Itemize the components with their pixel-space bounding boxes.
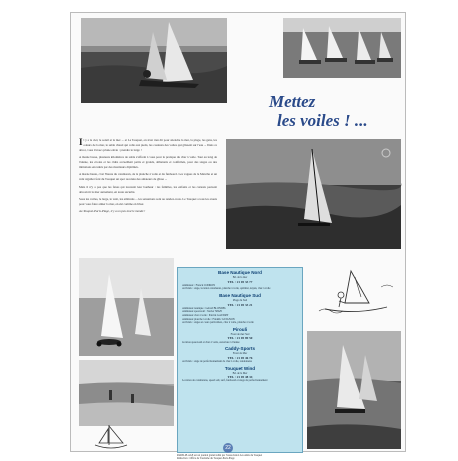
club-phone: TEL : 21 05 89 50: [227, 336, 253, 341]
club-detail: Location de catamarans, speed sail, surf, funboard et stage de perfectionnement: [182, 379, 268, 383]
magazine-page: [70, 12, 406, 461]
catamaran-photo: [81, 18, 227, 103]
article-paragraph: A marée haute, c'est l'heure du catamaran, de la planche à voile et du funboard. Les vagues de la Manche et un vent régulier font du Touquet un spot reconnu des amateurs de glisse ...: [79, 172, 217, 182]
article-paragraph: Il y a le ciel, le soleil et la mer ... et Le Touquet, on n'est rien dit pour attendre la mer, la plage, les gens, les odeurs de la mer, le sable chaud qui colle aux pieds, les couleurs des voiles qui glissent sur l'eau ... Dans ce décor, vous n'avez qu'une envie : prendre le large !: [79, 137, 217, 152]
club-phone: TEL : 21 05 33 21: [227, 302, 253, 307]
club-detail: Animateur : Franck CODRON: [182, 283, 216, 287]
club-address: Bd. de la mer: [232, 276, 248, 279]
club-address: Front de mer Sud: [230, 332, 250, 336]
article-paragraph: Mais il n'y a pas que les fanas qui trouvent leur bonheur : les familles, les enfants et les curieux peuvent découvrir la mer autrement, en toute sécurité.: [79, 184, 217, 194]
windsurfer-sketch: [311, 267, 401, 317]
article-title: [269, 92, 399, 130]
dropcap: I: [79, 137, 83, 147]
title-line-1: Mettez: [269, 92, 316, 111]
club-name: Pirouli: [232, 326, 248, 332]
optimist-sailboats-photo: [283, 18, 401, 78]
club-entry: [182, 293, 298, 325]
beach-photo: [79, 360, 174, 426]
club-detail: Animateur speed-sail : Xavier SPAH: [182, 310, 222, 314]
club-name: Base Nautique Nord: [218, 270, 262, 275]
club-detail: Activités : stage, location catamaran, planche à voile, optimist, kayak, char à voile: [182, 287, 271, 291]
speed-sail-photo: [307, 331, 401, 449]
club-detail: Animateur nautique : Gérard BLONDEL: [182, 306, 227, 310]
club-detail: location speed-sail et char à voile, ouverture à l'année: [182, 340, 240, 344]
club-entry: [182, 366, 298, 383]
club-detail: Animateur char à voile : Patrick GAUDRY: [182, 313, 229, 317]
club-address: Plage du Sud: [232, 298, 248, 302]
article-paragraph: Au Touquet-Paris-Plage, il y a un peu tout le monde !: [79, 209, 146, 214]
club-address: Front de Mer: [232, 352, 248, 356]
title-line-2: les voiles ! ...: [277, 111, 368, 130]
page-number: 22: [223, 443, 233, 453]
club-entry: [182, 346, 298, 363]
club-name: Base Nautique Sud: [219, 292, 261, 298]
club-entry: [182, 270, 298, 291]
club-address: Bd. de la Mer: [232, 371, 248, 375]
club-name: Touquet Wind: [224, 365, 256, 371]
club-detail: Activités : stage de perfectionnement de char à voile, randonnées: [182, 359, 252, 363]
club-phone: TEL : 21 05 46 76: [227, 355, 253, 360]
sand-yacht-photo: [79, 258, 174, 356]
club-detail: Activités : stages et cours particuliers, char à voile, planche à voile: [182, 321, 254, 325]
article-body: [79, 138, 217, 217]
sailing-clubs-info-box: [177, 267, 303, 453]
club-name: Caddy-Sports: [224, 346, 256, 352]
publication-footer: [177, 454, 377, 461]
footer-line: Rédaction : Office de Tourisme du Touquet-Paris-Plage: [177, 457, 235, 461]
club-entry: [182, 327, 298, 344]
sailboat-sketch: [91, 423, 131, 451]
footer-line: PARIS-PLAGE est un journal gratuit édité par l'Association Les Amis du Touquet: [177, 454, 263, 457]
club-detail: Animateur planche à voile : Frédéric GUIGNON: [182, 317, 235, 321]
article-paragraph: Sous les voiles, le large, le vent, les embruns ... les sensations sont au rendez-vous. Le Touquet a tous les atouts pour vous faire aimer la mer, en été comme en hiver.: [79, 197, 217, 206]
club-phone: TEL : 21 05 33 77: [227, 279, 253, 284]
club-phone: TEL : 21 05 48 34: [227, 375, 253, 380]
article-paragraph: A marée basse, plusieurs kilomètres de sable s'offrent à vous pour la pratique du char à voile. Tout au long de l'année, les écoles et les clubs accueillent petits et grands, débutants et confirmés, pour des stages ou des initiations encadrés par des moniteurs diplômés.: [79, 155, 217, 170]
windsurfer-photo: [226, 139, 401, 249]
